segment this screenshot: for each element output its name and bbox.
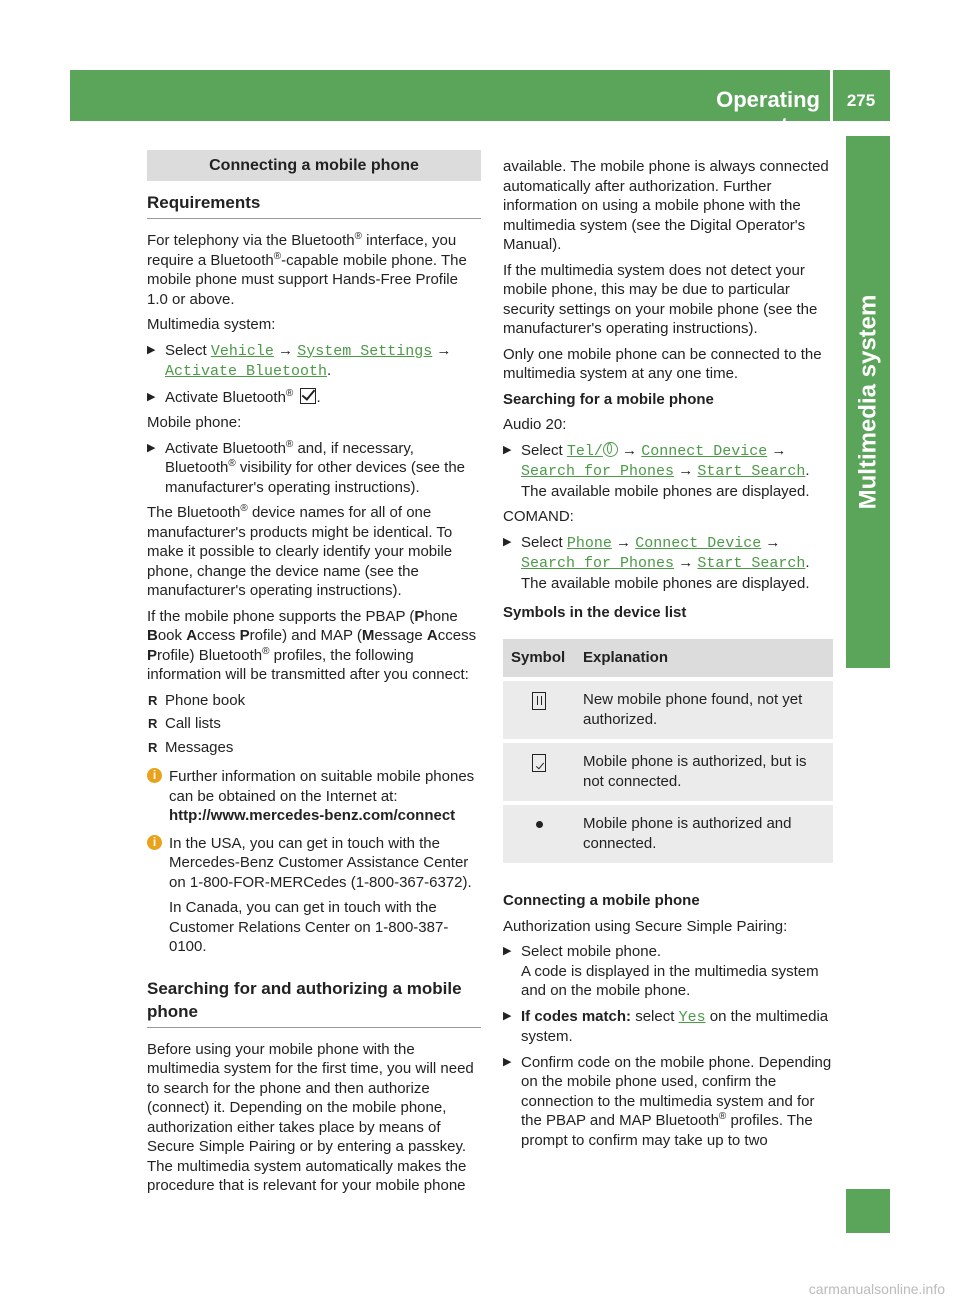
step-activate-bluetooth: ▶ Activate Bluetooth® . [147,388,481,408]
table-row: Mobile phone is authorized, but is not connected. [503,741,833,803]
footer-watermark: carmanualsonline.info [808,1281,945,1297]
menu-connect-device[interactable]: Connect Device [641,442,768,460]
table-row: New mobile phone found, not yet authorized. [503,679,833,741]
step-phone-bluetooth: ▶ Activate Bluetooth® and, if necessary, Bluetooth® visibility for other devices (see the manufacturer's operating instructions). [147,439,481,498]
menu-search-for-phones[interactable]: Search for Phones [521,555,675,572]
menu-activate-bluetooth[interactable]: Activate Bluetooth [165,363,328,380]
table-row: Mobile phone is authorized and connected. [503,803,833,863]
side-tab-marker [846,1189,890,1233]
globe-icon[interactable] [603,442,618,457]
list-item: R Phone book [147,691,481,711]
info-note-contact: i In the USA, you can get in touch with the Mercedes-Benz Customer Assistance Center on 1-800-FOR-MERCedes (1-800-367-6372). In Canada, you can get in touch with the Customer Relations Center on 1-800-387-0100. [147,834,481,957]
checkbox-checked-icon [300,388,316,404]
page-number: 275 [846,91,876,110]
list-item: R Call lists [147,714,481,734]
menu-system-settings[interactable]: System Settings [297,342,433,360]
phone-icon [532,692,546,710]
search-authorize-heading: Searching for and authorizing a mobile phone [147,971,481,1028]
section-title: Connecting a mobile phone [147,150,481,181]
side-tab-label-wrap [846,136,890,668]
header-title: Operating system [716,87,820,138]
comand-label: COMAND: [503,508,574,525]
menu-tel[interactable]: Tel/ [566,442,603,460]
symbols-table [503,635,833,864]
right-column [503,157,835,1156]
info-icon: i [147,768,162,783]
ssp-intro: Authorization using Secure Simple Pairing: [503,917,788,935]
continued-paragraph: available. The mobile phone is always connected automatically after authorization. Further information on using a mobile phone with the multimedia system (see the Digital Operator's Manual). [503,158,829,253]
phone-check-icon [532,754,546,772]
requirements-paragraph: For telephony via the Bluetooth® interface, you require a Bluetooth®-capable mobile phone. The mobile phone must support Hands-Free Profile 1.0 or above. [147,231,467,308]
menu-start-search[interactable]: Start Search [697,555,806,572]
detect-paragraph: If the multimedia system does not detect your mobile phone, this may be due to particular security settings on your mobile phone (see the manufacturer's operating instructions). [503,261,818,337]
table-header-explanation: Explanation [575,637,833,680]
step-select-phone: ▶ Select mobile phone. A code is displayed in the multimedia system and on the mobile phone. [503,942,835,1001]
info-note-website: i Further information on suitable mobile phones can be obtained on the Internet at: http://www.mercedes-benz.com/connect [147,767,481,826]
mobile-label: Mobile phone: [147,414,242,431]
menu-yes[interactable]: Yes [678,1008,706,1026]
device-names-paragraph: The Bluetooth® device names for all of one manufacturer's products might be identical. To make it possible to clearly identify your mobile phone, change the device name (see the manufacturer's operating instructions). [147,503,453,599]
search-heading: Searching for a mobile phone [503,390,714,408]
only-one-paragraph: Only one mobile phone can be connected to the multimedia system at any one time. [503,345,822,382]
menu-phone[interactable]: Phone [566,534,612,552]
info-icon: i [147,835,162,850]
step-select-vehicle: ▶ Select Vehicle → System Settings → Activate Bluetooth. [147,341,481,382]
requirements-heading: Requirements [147,185,481,219]
connecting-heading: Connecting a mobile phone [503,892,700,909]
step-codes-match: ▶ If codes match: select Yes on the multimedia system. [503,1007,835,1047]
menu-vehicle[interactable]: Vehicle [210,342,274,360]
symbols-heading: Symbols in the device list [503,604,687,621]
multimedia-label: Multimedia system: [147,316,276,333]
side-tab-label: Multimedia system [854,294,882,510]
header-separator [830,70,833,121]
info-url: http://www.mercedes-benz.com/connect [169,807,456,824]
table-header-symbol: Symbol [503,637,575,680]
step-confirm-code: ▶ Confirm code on the mobile phone. Depending on the mobile phone used, confirm the connection to the multimedia system and for the PBAP and MAP Bluetooth® profiles. The prompt to confirm may take up to two [503,1053,835,1151]
dot-icon [536,821,543,828]
menu-start-search[interactable]: Start Search [697,463,806,480]
pbap-paragraph: If the mobile phone supports the PBAP (Phone Book Access Profile) and MAP (Message Access Profile) Bluetooth® profiles, the following information will be transmitted after you connect: [147,607,477,683]
list-item: R Messages [147,738,481,758]
search-paragraph: Before using your mobile phone with the multimedia system for the first time, you will need to search for the phone and then authorize (connect) it. Depending on the mobile phone, authorization either takes place by means of Secure Simple Pairing or by entering a passkey. The multimedia system automatically makes the procedure that is relevant for your mobile phone [147,1040,474,1194]
step-comand-search: ▶ Select Phone → Connect Device → Search for Phones → Start Search. The available mobile phones are displayed. [503,533,835,594]
left-column [147,150,481,1202]
step-audio20-search: ▶ Select Tel/ → Connect Device → Search for Phones → Start Search. The available mobile phones are displayed. [503,441,835,502]
audio20-label: Audio 20: [503,416,567,433]
menu-search-for-phones[interactable]: Search for Phones [521,463,675,480]
menu-connect-device[interactable]: Connect Device [635,534,762,552]
